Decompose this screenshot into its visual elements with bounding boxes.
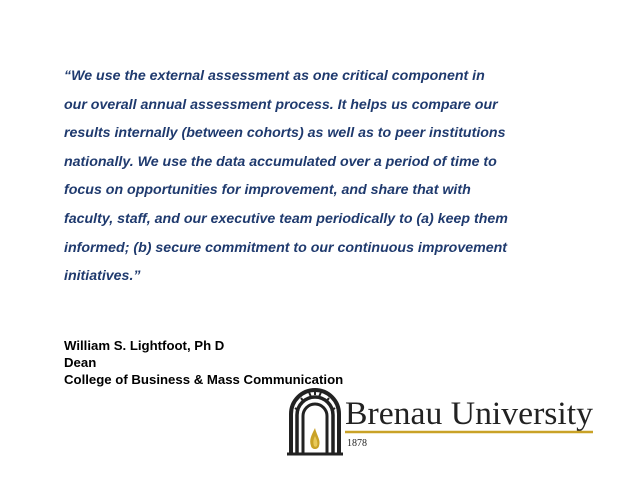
brenau-wordmark xyxy=(345,390,595,450)
quote-line: initiatives.” xyxy=(64,268,141,285)
author-title: Dean xyxy=(64,355,97,370)
quote-line: faculty, staff, and our executive team periodically to (a) keep them xyxy=(64,210,508,227)
author-department: College of Business & Mass Communication xyxy=(64,372,344,387)
founding-year: 1878 xyxy=(347,438,367,449)
attribution xyxy=(64,337,343,388)
testimonial-quote xyxy=(64,62,584,291)
quote-line: results internally (between cohorts) as well as to peer institutions xyxy=(64,125,506,142)
quote-line: focus on opportunities for improvement, and share that with xyxy=(64,182,471,199)
wordmark-text: Brenau University xyxy=(345,396,594,432)
quote-line: our overall annual assessment process. It helps us compare our xyxy=(64,96,498,113)
quote-line: nationally. We use the data accumulated over a period of time to xyxy=(64,153,497,170)
brenau-university-logo xyxy=(287,384,597,456)
author-name: William S. Lightfoot, Ph D xyxy=(64,338,225,353)
quote-line: informed; (b) secure commitment to our continuous improvement xyxy=(64,239,507,256)
quote-line: “We use the external assessment as one critical component in xyxy=(64,68,485,84)
arch-flame-icon xyxy=(287,384,343,456)
